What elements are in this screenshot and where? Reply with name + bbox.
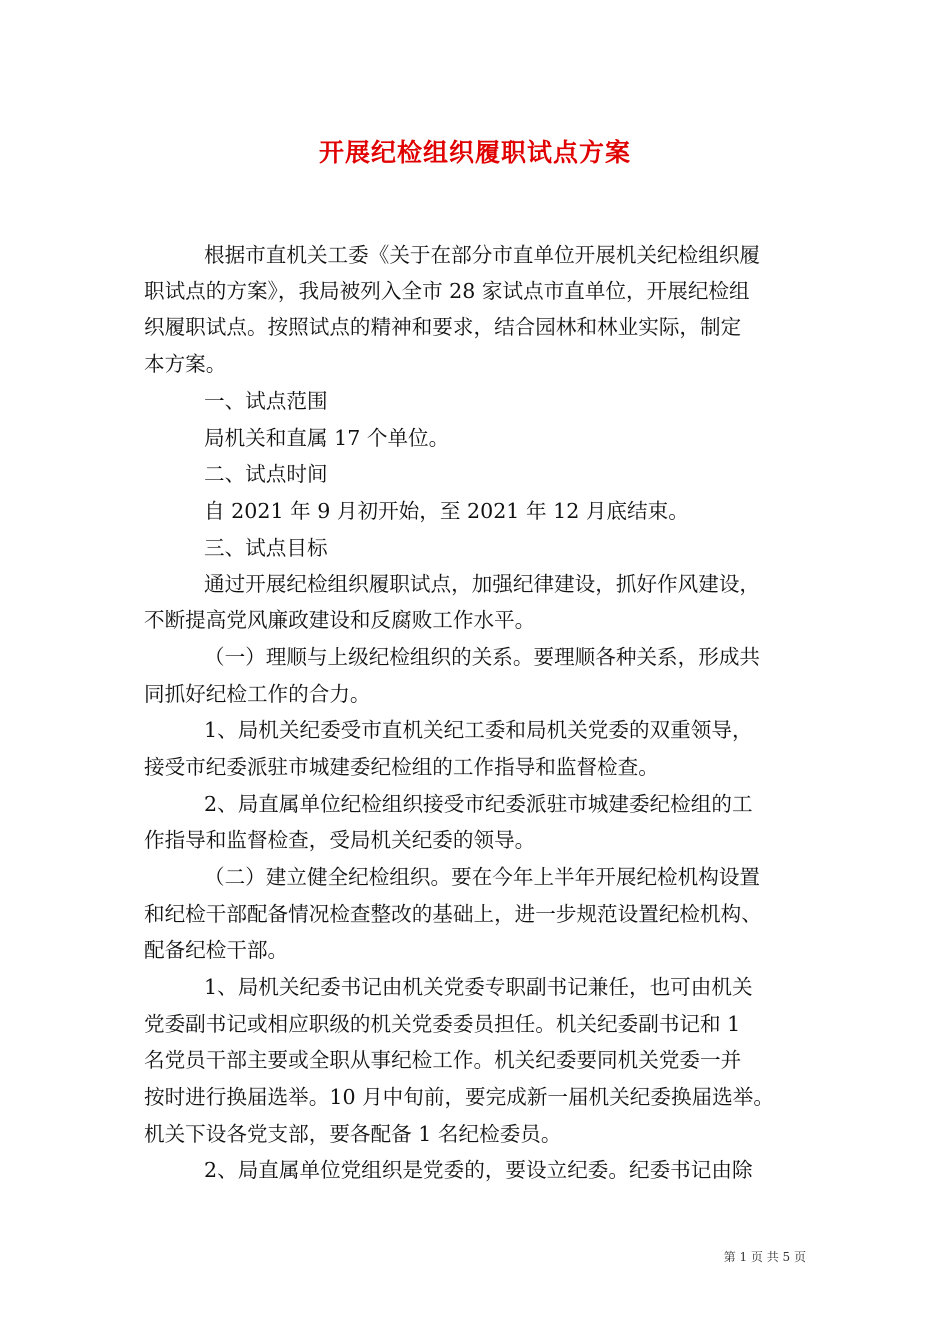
body-line: 自 2021 年 9 月初开始，至 2021 年 12 月底结束。: [204, 499, 689, 523]
body-line: 和纪检干部配备情况检查整改的基础上，进一步规范设置纪检机构、: [144, 902, 762, 926]
body-line: 织履职试点。按照试点的精神和要求，结合园林和林业实际，制定: [144, 315, 742, 339]
body-line: 作指导和监督检查，受局机关纪委的领导。: [144, 828, 536, 852]
body-line: 不断提高党风廉政建设和反腐败工作水平。: [144, 608, 536, 632]
subsection-line: （二）建立健全纪检组织。要在今年上半年开展纪检机构设置: [204, 865, 761, 889]
section-heading: 三、试点目标: [204, 536, 328, 560]
body-line: 职试点的方案》，我局被列入全市 28 家试点市直单位，开展纪检组: [144, 279, 750, 303]
body-line: 本方案。: [144, 352, 227, 376]
body-line: 2、局直属单位纪检组织接受市纪委派驻市城建委纪检组的工: [204, 792, 753, 816]
body-line: 1、局机关纪委书记由机关党委专职副书记兼任，也可由机关: [204, 975, 753, 999]
section-heading: 一、试点范围: [204, 389, 328, 413]
body-line: 按时进行换届选举。10 月中旬前，要完成新一届机关纪委换届选举。: [144, 1085, 774, 1109]
body-line: 党委副书记或相应职级的机关党委委员担任。机关纪委副书记和 1: [144, 1012, 741, 1036]
body-line: 配备纪检干部。: [144, 938, 289, 962]
body-line: 局机关和直属 17 个单位。: [204, 426, 450, 450]
body-line: 名党员干部主要或全职从事纪检工作。机关纪委要同机关党委一并: [144, 1048, 742, 1072]
body-line: 根据市直机关工委《关于在部分市直单位开展机关纪检组织履: [204, 243, 761, 267]
subsection-line: （一）理顺与上级纪检组织的关系。要理顺各种关系，形成共: [204, 645, 761, 669]
body-line: 机关下设各党支部，要各配备 1 名纪检委员。: [144, 1122, 562, 1146]
section-heading: 二、试点时间: [204, 462, 328, 486]
body-line: 接受市纪委派驻市城建委纪检组的工作指导和监督检查。: [144, 755, 659, 779]
page-title: 开展纪检组织履职试点方案: [318, 138, 631, 167]
body-line: 同抓好纪检工作的合力。: [144, 682, 371, 706]
body-line: 通过开展纪检组织履职试点，加强纪律建设，抓好作风建设，: [204, 572, 761, 596]
body-line: 2、局直属单位党组织是党委的，要设立纪委。纪委书记由除: [204, 1158, 753, 1182]
page-number: 第 1 页 共 5 页: [723, 1250, 806, 1264]
body-line: 1、局机关纪委受市直机关纪工委和局机关党委的双重领导，: [204, 718, 753, 742]
